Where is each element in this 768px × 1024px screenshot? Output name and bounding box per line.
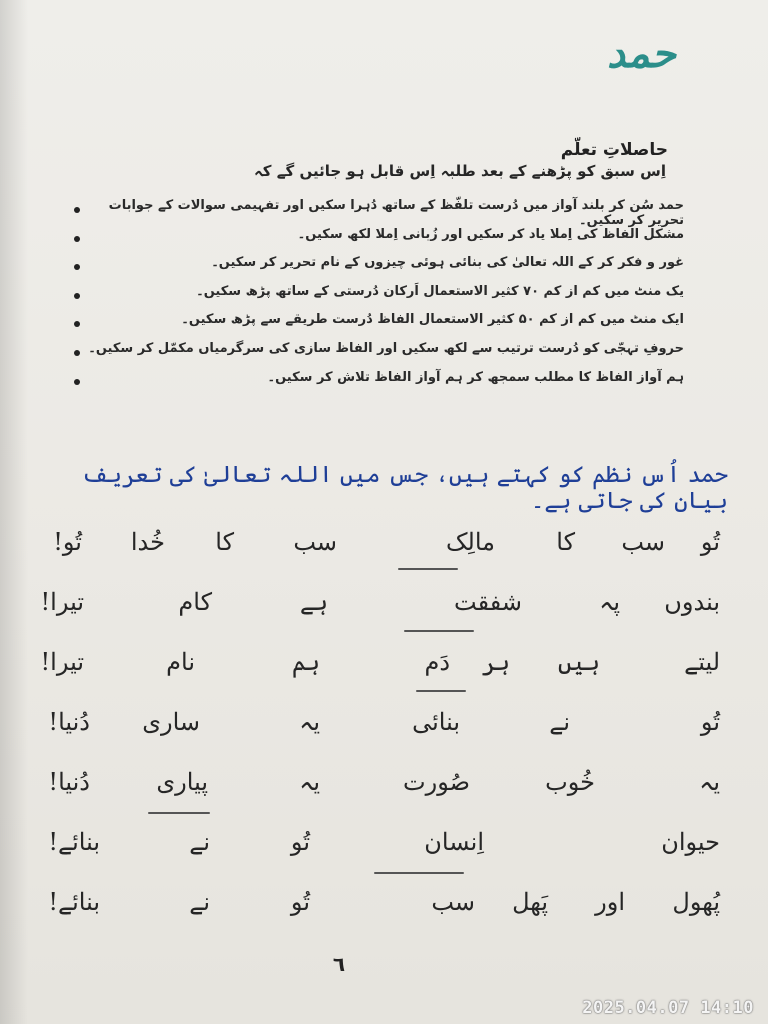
outcome-text: ہم آواز الفاظ کا مطلب سمجھ کر ہم آواز الفاظ تلاش کر سکیں۔	[267, 369, 684, 385]
poem-verse	[40, 768, 720, 828]
word-underline	[148, 812, 210, 814]
poem-word: ہیں	[557, 648, 600, 676]
poem-word: ہے	[299, 588, 328, 616]
poem-word: اِنسان	[424, 828, 484, 856]
page-number: ٦	[332, 952, 346, 976]
poem-word: تُو	[700, 708, 720, 736]
poem	[40, 528, 720, 948]
poem-word: پَھل	[512, 888, 548, 916]
poem-word: ساری	[142, 708, 200, 736]
bullet-icon	[74, 236, 80, 242]
poem-word: یہ	[299, 768, 320, 796]
word-underline	[416, 690, 466, 692]
poem-word: تُو!	[53, 528, 82, 556]
outcome-item	[84, 255, 684, 284]
outcome-text: مشکل الفاظ کی اِملا یاد کر سکیں اور زُبانی اِملا لکھ سکیں۔	[297, 226, 684, 242]
poem-word: سب	[621, 528, 665, 556]
poem-word: صُورت	[403, 768, 470, 796]
poem-word: نے	[189, 888, 210, 916]
poem-word: پیاری	[156, 768, 208, 796]
poem-word: بنائے!	[48, 888, 100, 916]
poem-word: ہر	[481, 648, 510, 676]
poem-word: تُو	[290, 828, 310, 856]
lesson-title: حمد	[607, 30, 676, 77]
bullet-icon	[74, 207, 80, 213]
poem-verse	[40, 828, 720, 888]
page-edge-shadow	[0, 0, 28, 1024]
poem-word: پہ	[599, 588, 620, 616]
poem-word: تیرا!	[40, 648, 84, 676]
bullet-icon	[74, 379, 80, 385]
poem-word: کا	[556, 528, 575, 556]
outcome-text: حروفِ تہجّی کو دُرست ترتیب سے لکھ سکیں اور الفاظ سازی کی سرگرمیاں مکمّل کر سکیں۔	[88, 340, 684, 356]
poem-word: لیتے	[684, 648, 720, 676]
poem-word: کام	[178, 588, 212, 616]
poem-word: بنائے!	[48, 828, 100, 856]
outcomes-list	[84, 198, 684, 398]
outcome-text: یک منٹ میں کم از کم ۷۰ کثیر الاستعمال اَرکان دُرستی کے ساتھ پڑھ سکیں۔	[196, 283, 684, 299]
poem-verse	[40, 888, 720, 948]
poem-word: بندوں	[664, 588, 720, 616]
poem-word: تُو	[290, 888, 310, 916]
poem-word: نے	[189, 828, 210, 856]
poem-word: شفقت	[454, 588, 522, 616]
word-underline	[374, 872, 464, 874]
poem-word: خُدا	[130, 528, 165, 556]
poem-word: تُو	[700, 528, 720, 556]
outcomes-heading: حاصلاتِ تعلّم	[560, 140, 668, 160]
poem-word: کا	[215, 528, 234, 556]
outcomes-intro: اِس سبق کو پڑھنے کے بعد طلبہ اِس قابل ہو جائیں گے کہ	[254, 162, 666, 180]
poem-word: نام	[166, 648, 195, 676]
poem-word: یہ	[299, 708, 320, 736]
outcome-text: غور و فکر کر کے اللہ تعالیٰ کی بنائی ہوئی چیزوں کے نام تحریر کر سکیں۔	[211, 255, 684, 271]
poem-verse	[40, 708, 720, 768]
bullet-icon	[74, 293, 80, 299]
photo-timestamp: 2025.04.07 14:10	[582, 998, 754, 1018]
outcome-item	[84, 227, 684, 256]
bullet-icon	[74, 350, 80, 356]
poem-word: نے	[549, 708, 570, 736]
poem-word: تیرا!	[40, 588, 84, 616]
hamd-definition: حمد اُس نظم کو کہتے ہیں، جس میں اللہ تعالیٰ کی تعریف بیان کی جاتی ہے۔	[81, 462, 728, 514]
word-underline	[398, 568, 458, 570]
word-underline	[404, 630, 474, 632]
poem-word: مالِک	[446, 528, 495, 556]
poem-word: حیوان	[661, 828, 720, 856]
poem-word: سب	[431, 888, 475, 916]
poem-word: یہ	[699, 768, 720, 796]
poem-verse	[40, 648, 720, 708]
poem-word: ہم	[291, 648, 320, 676]
poem-word: سب	[293, 528, 337, 556]
poem-word: پُھول	[672, 888, 720, 916]
poem-word: بنائی	[412, 708, 460, 736]
outcome-item	[84, 284, 684, 313]
outcome-text: حمد سُن کر بلند آواز میں دُرست تلفّظ کے ساتھ دُہرا سکیں اور تفہیمی سوالات کے جوابات تحریر کر سکیں۔	[108, 198, 684, 228]
poem-verse	[40, 528, 720, 588]
poem-word: دُنیا!	[48, 708, 90, 736]
poem-word: خُوب	[545, 768, 595, 796]
poem-word: دَم	[424, 648, 450, 676]
outcome-text: ایک منٹ میں کم از کم ۵۰ کثیر الاستعمال الفاظ دُرست طریقے سے پڑھ سکیں۔	[181, 312, 684, 328]
poem-verse	[40, 588, 720, 648]
poem-word: اور	[595, 888, 625, 916]
outcome-item	[84, 370, 684, 399]
outcome-item	[84, 312, 684, 341]
outcome-item	[84, 341, 684, 370]
poem-word: دُنیا!	[48, 768, 90, 796]
outcome-item	[84, 198, 684, 227]
